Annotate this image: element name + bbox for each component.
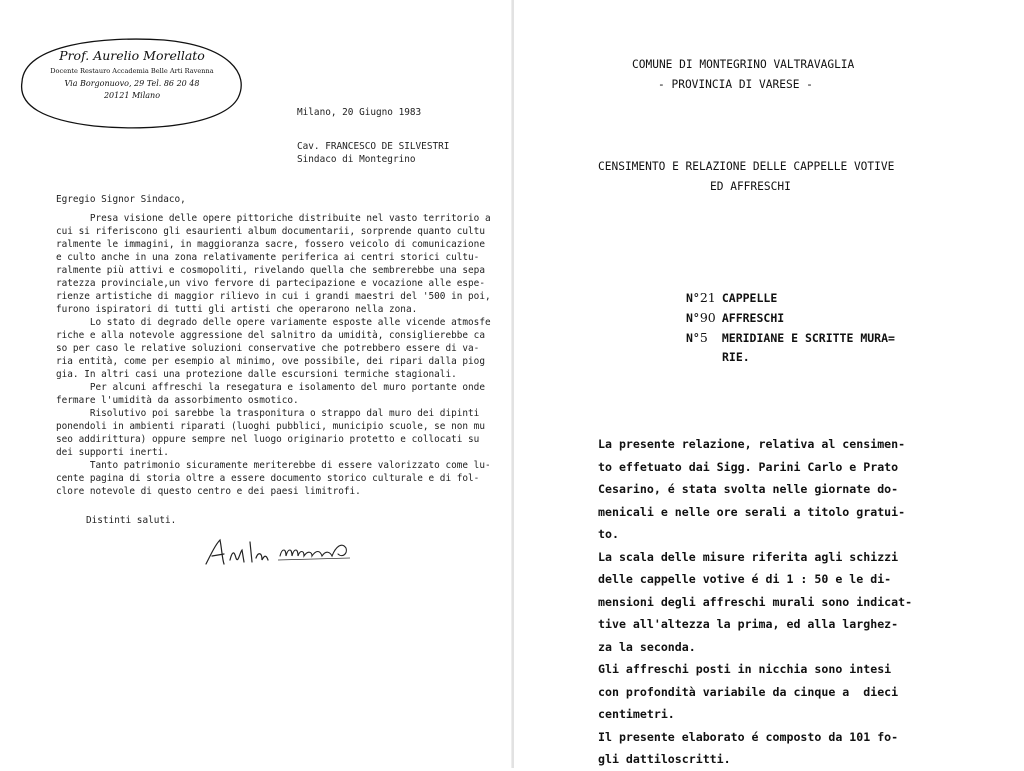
count-label: MERIDIANE E SCRITTE MURA=: [721, 331, 895, 345]
count-label: AFFRESCHI: [721, 311, 785, 325]
report-municipality: COMUNE DI MONTEGRINO VALTRAVAGLIA: [632, 58, 855, 71]
count-sundials-continuation: RIE.: [722, 350, 750, 364]
letterhead-stamp: [14, 34, 250, 130]
letter-date: Milano, 20 Giugno 1983: [297, 107, 422, 118]
count-sundials: [686, 330, 895, 345]
letter-body: Presa visione delle opere pittoriche distribuite nel vasto territorio a cui si riferiscono gli esaurienti album documentarii, sorprende quanto cultu ralmente le immagini, in maggioranza sacre, fossero veicolo di comunicazione e culto anche in una zona relativamente periferica ai centri storici cultu- ralmente più attivi e cosmopoliti, rivelando quella che sembrerebbe una sepa ratezza provinciale,un vivo fervore di partecipazione e vocazione alle espe- rienze artistiche di maggior rilievo in cui i grandi maestri del '500 in poi, furono ispiratori di tutti gli artisti che operarono nella zona. Lo stato di degrado delle opere variamente esposte alle vicende atmosfe riche e alla notevole aggressione del salnitro da umidità, consiglierebbe ca so per caso le relative soluzioni conservative che potrebbero essere di va- ria entità, come per esempio al minimo, ove possibile, dei ripari dalla piog gia. In altri casi una protezione dalle escursioni termiche stagionali. Per alcuni affreschi la resegatura e isolamento del muro portante onde fermare l'umidità da assorbimento osmotico. Risolutivo poi sarebbe la trasponitura o strappo dal muro dei dipinti ponendoli in ambienti riparati (luoghi pubblici, municipio scuole, se non mu seo addirittura) oppure sempre nel luogo originario protetto e collocati su dei supporti inerti. Tanto patrimonio sicuramente meriterebbe di essere valorizzato come lu- cente pagina di storia oltre a essere documento storico culturale e di fol- clore notevole di questo centro e dei paesi limitrofi.: [56, 213, 491, 497]
report-title-line1: CENSIMENTO E RELAZIONE DELLE CAPPELLE VOTIVE: [598, 160, 895, 173]
count-prefix: N°: [686, 291, 700, 305]
letterhead-street: Via Borgonuovo, 29 Tel. 86 20 48: [64, 79, 200, 88]
letter-recipient: Cav. FRANCESCO DE SILVESTRI Sindaco di Montegrino: [297, 141, 450, 165]
letter-closing: Distinti saluti.: [86, 515, 177, 526]
count-prefix: N°: [686, 331, 700, 345]
letterhead-city: 20121 Milano: [103, 91, 161, 100]
count-prefix: N°: [686, 311, 700, 325]
letter-page: [0, 0, 512, 768]
count-number: 90: [699, 310, 716, 325]
report-body: La presente relazione, relativa al censimen- to effetuato dai Sigg. Parini Carlo e Prato Cesarino, é stata svolta nelle giornate do- menicali e nelle ore serali a titolo gratui- to. La scala delle misure riferita agli schizzi delle cappelle votive é di 1 : 50 e le di- mensioni degli affreschi murali sono indicat- tive all'altezza la prima, ed alla larghez- za la seconda. Gli affreschi posti in nicchia sono intesi con profondità variabile da cinque a dieci centimetri. Il presente elaborato é composto da 101 fo- gli dattiloscritti.: [598, 437, 913, 766]
count-chapels: [686, 290, 777, 305]
letterhead-name: Prof. Aurelio Morellato: [59, 48, 205, 63]
letterhead-role: Docente Restauro Accademia Belle Arti Ravenna: [50, 67, 214, 75]
report-title-line2: ED AFFRESCHI: [710, 180, 791, 193]
count-number: 5: [699, 330, 708, 345]
handwritten-signature: [200, 530, 370, 578]
letter-salutation: Egregio Signor Sindaco,: [56, 194, 186, 205]
report-province: - PROVINCIA DI VARESE -: [658, 78, 813, 91]
count-number: 21: [699, 290, 716, 305]
count-label: CAPPELLE: [721, 291, 778, 305]
count-frescoes: [686, 310, 784, 325]
